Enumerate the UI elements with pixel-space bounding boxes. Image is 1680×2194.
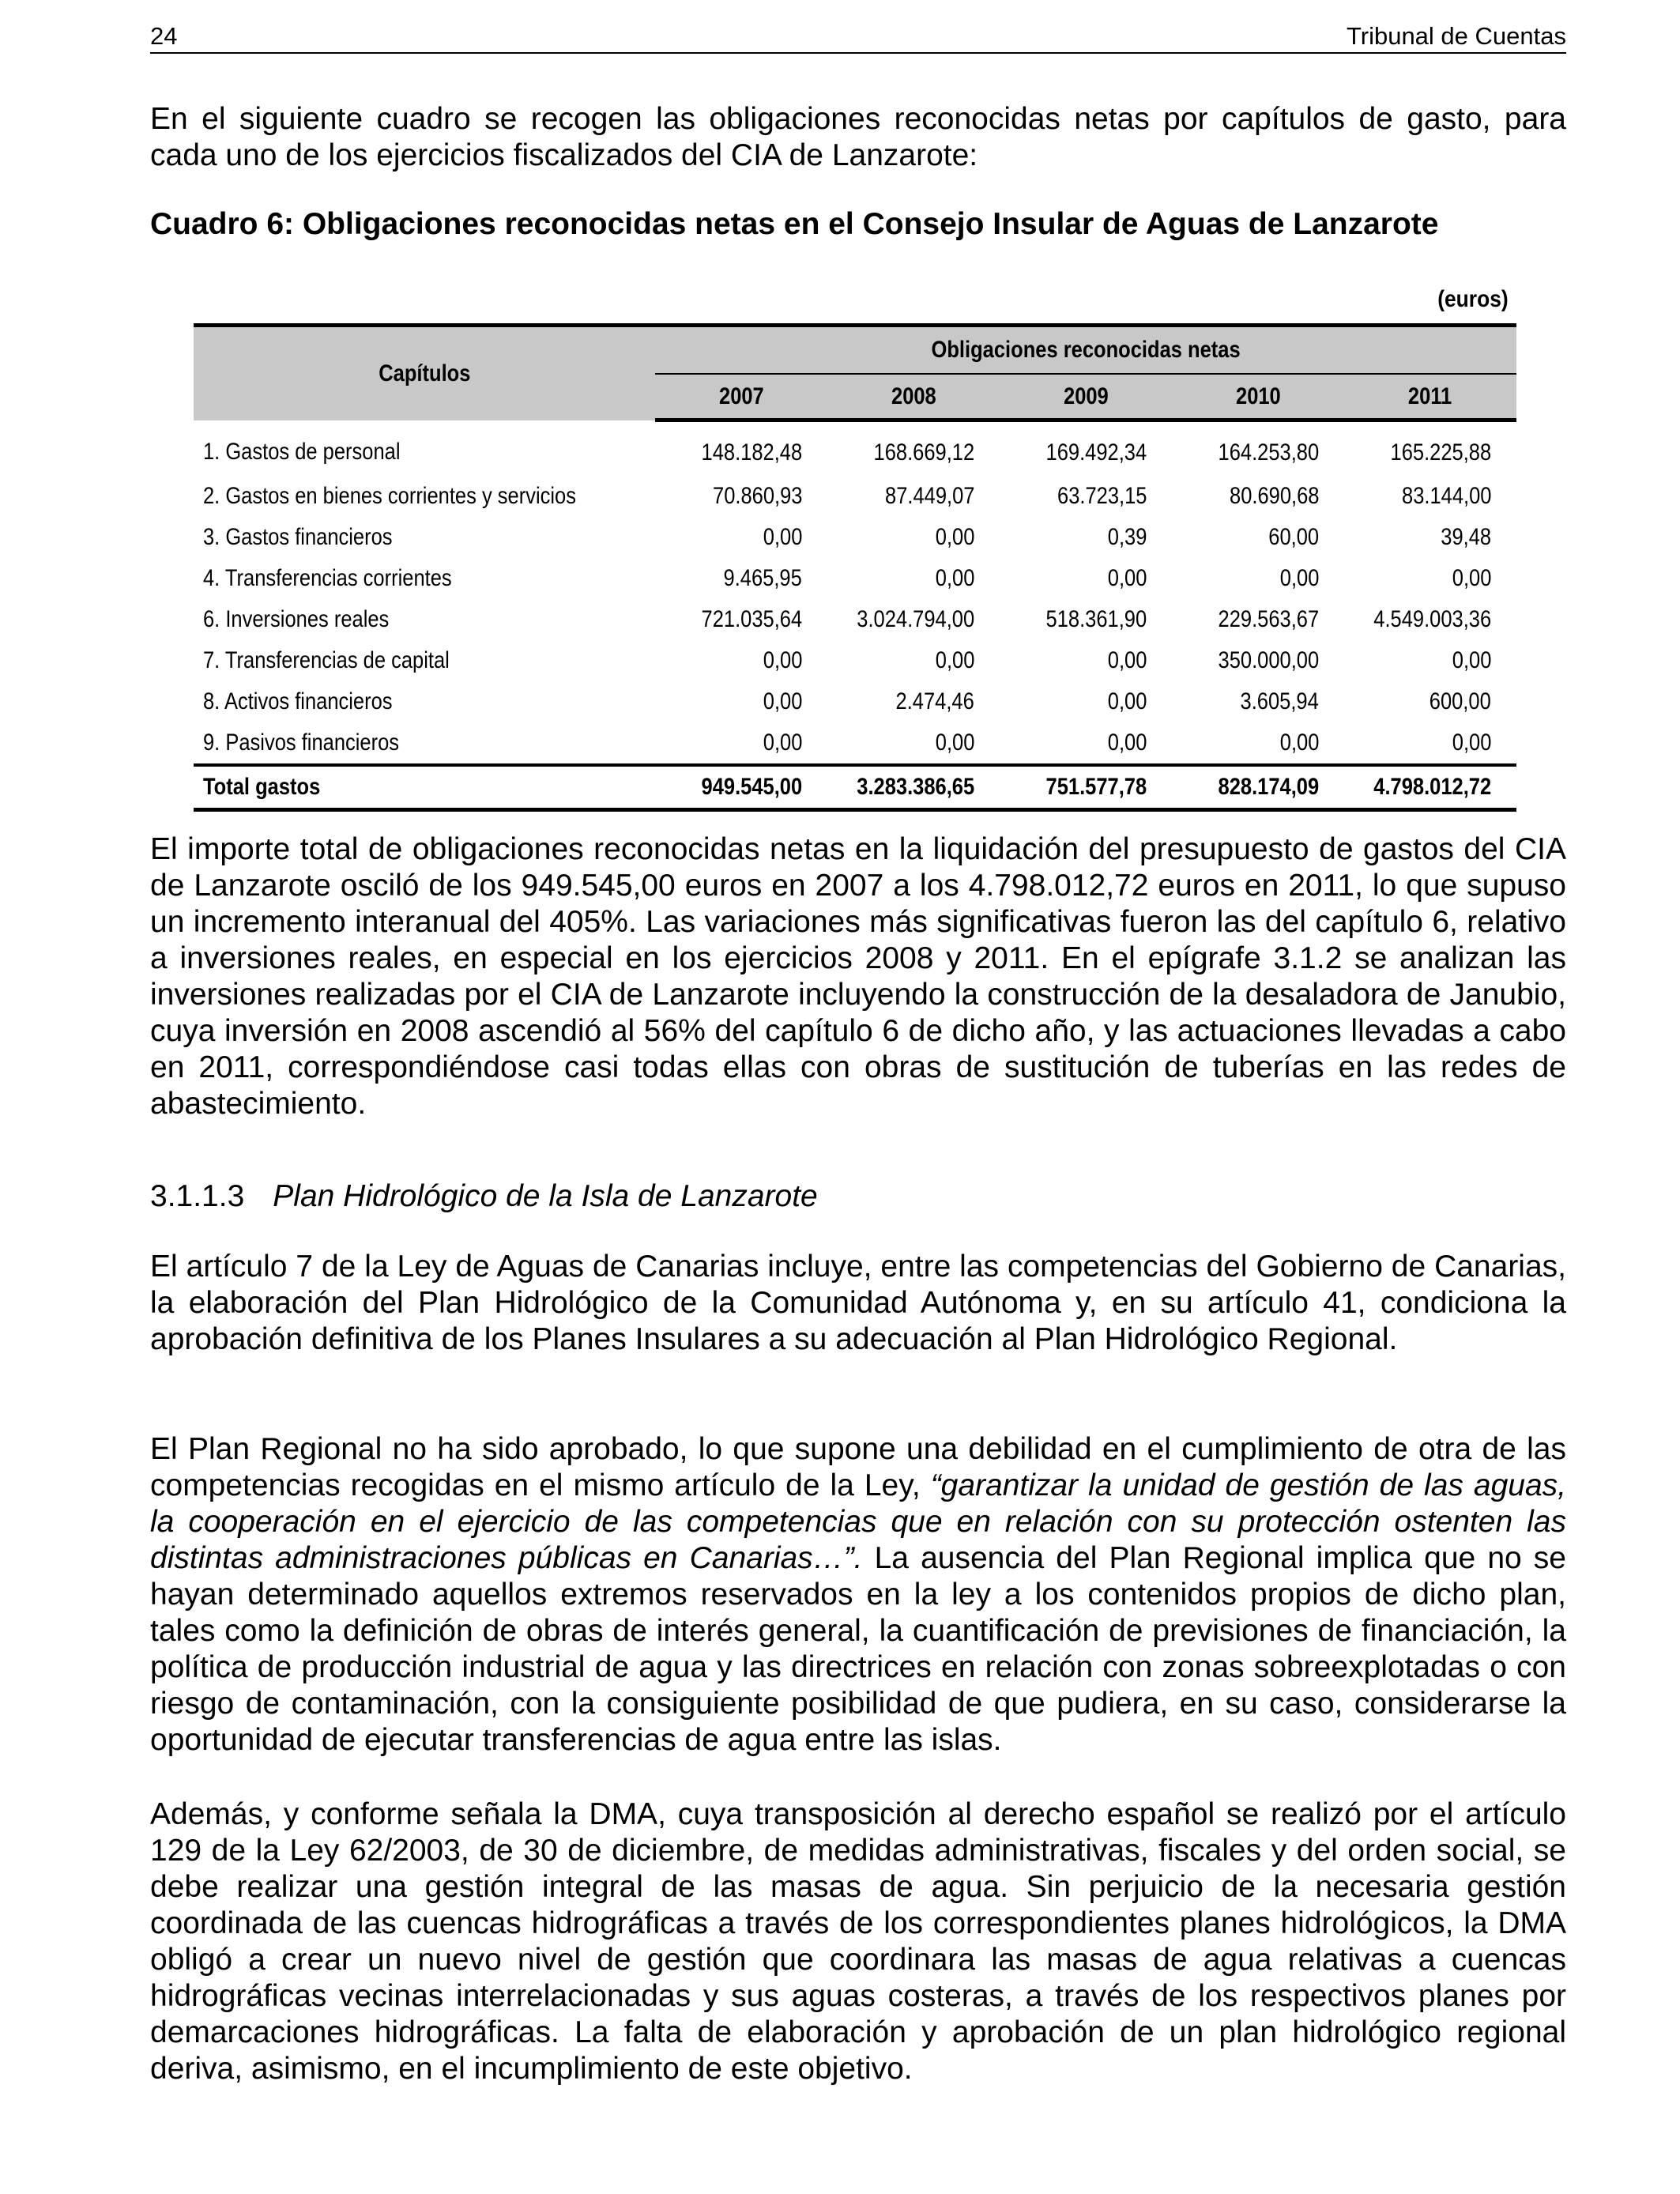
total-label: Total gastos: [194, 765, 655, 810]
table-caption: Cuadro 6: Obligaciones reconocidas netas en el Consejo Insular de Aguas de Lanzarote: [150, 207, 1439, 241]
paragraph-text: La ausencia del Plan Regional implica que no se hayan determinado aquellos extremos reservados en la ley a los contenidos propios de dicho plan, tales como la definición de obras de interés general, la cuantificación de previsiones de financiación, la política de producción industrial de agua y las directrices en relación con zonas sobreexplotadas o con riesgo de contaminación, con la consiguiente posibilidad de que pudiera, en su caso, considerarse la oportunidad de ejecutar transferencias de agua entre las islas.: [150, 1541, 1566, 1757]
cell-value: 9.465,95: [723, 565, 802, 591]
cell-value: 0,00: [1279, 565, 1319, 591]
page-number: 24: [150, 22, 178, 50]
law-quote: “garantizar la unidad de gestión de las aguas, la cooperación en el ejercicio de las competencias que en relación con su protección ostenten las distintas administraciones públicas en Canarias…”.: [150, 1468, 1566, 1575]
section-heading: [150, 1179, 818, 1214]
table-row: [194, 420, 1516, 477]
cell-value: 0,00: [935, 565, 974, 591]
table-row: [194, 640, 1516, 681]
table-row: [194, 681, 1516, 722]
cell-value: 0,00: [1107, 729, 1147, 756]
section-title: Plan Hidrológico de la Isla de Lanzarote: [273, 1179, 818, 1213]
cell-value: 70.860,93: [712, 483, 802, 509]
cell-value: 165.225,88: [1390, 439, 1491, 466]
cell-value: 0,00: [763, 688, 802, 714]
cell-value: 0,39: [1107, 524, 1147, 550]
cell-value: 2.474,46: [895, 688, 974, 714]
row-label: 7. Transferencias de capital: [203, 647, 450, 673]
table-row: [194, 599, 1516, 640]
row-label: 6. Inversiones reales: [203, 606, 390, 632]
analysis-paragraph: El importe total de obligaciones reconocidas netas en la liquidación del presupuesto de gastos del CIA de Lanzarote osciló de los 949.545,00 euros en 2007 a los 4.798.012,72 euros en 2011, lo que supuso un incremento interanual del 405%. Las variaciones más significativas fueron las del capítulo 6, relativo a inversiones reales, en especial en los ejercicios 2008 y 2011. En el epígrafe 3.1.2 se analizan las inversiones realizadas por el CIA de Lanzarote incluyendo la construcción de la desaladora de Janubio, cuya inversión en 2008 ascendió al 56% del capítulo 6 de dicho año, y las actuaciones llevadas a cabo en 2011, correspondiéndose casi todas ellas con obras de sustitución de tuberías en las redes de abastecimiento.: [150, 832, 1566, 1121]
cell-value: 0,00: [935, 647, 974, 673]
col-header-year: 2009: [1000, 374, 1172, 420]
cell-value: 0,00: [1107, 688, 1147, 714]
cell-value: 518.361,90: [1045, 606, 1147, 632]
table-row: [194, 558, 1516, 599]
cell-value: 39,48: [1441, 524, 1491, 550]
cell-value: 0,00: [1107, 647, 1147, 673]
table-row: [194, 476, 1516, 517]
cell-value: 0,00: [763, 647, 802, 673]
cell-value: 0,00: [1452, 565, 1491, 591]
cell-value: 3.605,94: [1240, 688, 1319, 714]
cell-value: 169.492,34: [1045, 439, 1147, 466]
paragraph-text: El Plan Regional no ha sido aprobado, lo que supone una debilidad en el cumplimiento de otra de las competencias recogidas en el mismo artículo de la Ley,: [150, 1432, 1566, 1502]
section-number: 3.1.1.3: [150, 1179, 245, 1213]
cell-value: 4.549.003,36: [1373, 606, 1491, 632]
col-header-year: 2007: [655, 374, 827, 420]
cell-value: 164.253,80: [1218, 439, 1319, 466]
page-header: [150, 17, 1566, 54]
cell-value: 0,00: [1107, 565, 1147, 591]
intro-paragraph: En el siguiente cuadro se recogen las obligaciones reconocidas netas por capítulos de gasto, para cada uno de los ejercicios fiscalizados del CIA de Lanzarote:: [150, 102, 1566, 172]
total-value: 828.174,09: [1172, 765, 1344, 810]
table-row: [194, 722, 1516, 765]
cell-value: 600,00: [1429, 688, 1491, 714]
col-header-year: 2011: [1344, 374, 1516, 420]
cell-value: 350.000,00: [1218, 647, 1319, 673]
cell-value: 721.035,64: [701, 606, 802, 632]
col-header-year: 2008: [827, 374, 1000, 420]
total-value: 4.798.012,72: [1344, 765, 1516, 810]
cell-value: 0,00: [935, 524, 974, 550]
row-label: 2. Gastos en bienes corrientes y servicios: [203, 483, 576, 509]
table-row: [194, 517, 1516, 558]
cell-value: 3.024.794,00: [857, 606, 974, 632]
law-paragraph: El artículo 7 de la Ley de Aguas de Canarias incluye, entre las competencias del Gobierno de Canarias, la elaboración del Plan Hidrológico de la Comunidad Autónoma y, en su artículo 41, condiciona la aprobación definitiva de los Planes Insulares a su adecuación al Plan Hidrológico Regional.: [150, 1250, 1566, 1356]
row-label: 4. Transferencias corrientes: [203, 565, 452, 591]
cell-value: 0,00: [1452, 647, 1491, 673]
header-organization: Tribunal de Cuentas: [1346, 22, 1566, 50]
total-value: 949.545,00: [655, 765, 827, 810]
obligations-table-container: [194, 323, 1516, 812]
cell-value: 0,00: [1452, 729, 1491, 756]
row-label: 3. Gastos financieros: [203, 524, 393, 550]
col-header-chapters: Capítulos: [194, 326, 655, 420]
cell-value: 229.563,67: [1218, 606, 1319, 632]
col-header-group: Obligaciones reconocidas netas: [655, 326, 1516, 375]
regional-plan-paragraph: [150, 1431, 1566, 1759]
cell-value: 80.690,68: [1229, 483, 1319, 509]
obligations-table: [194, 323, 1516, 812]
cell-value: 87.449,07: [884, 483, 974, 509]
dma-paragraph: Además, y conforme señala la DMA, cuya transposición al derecho español se realizó por el artículo 129 de la Ley 62/2003, de 30 de diciembre, de medidas administrativas, fiscales y del orden social, se debe realizar una gestión integral de las masas de agua. Sin perjuicio de la necesaria gestión coordinada de las cuencas hidrográficas a través de los correspondientes planes hidrológicos, la DMA obligó a crear un nuevo nivel de gestión que coordinara las masas de agua relativas a cuencas hidrográficas vecinas interrelacionadas y sus aguas costeras, a través de los respectivos planes por demarcaciones hidrográficas. La falta de elaboración y aprobación de un plan hidrológico regional deriva, asimismo, en el incumplimiento de este objetivo.: [150, 1797, 1566, 2086]
cell-value: 63.723,15: [1057, 483, 1147, 509]
cell-value: 83.144,00: [1401, 483, 1491, 509]
cell-value: 60,00: [1268, 524, 1319, 550]
cell-value: 0,00: [763, 524, 802, 550]
row-label: 8. Activos financieros: [203, 688, 393, 714]
col-header-year: 2010: [1172, 374, 1344, 420]
row-label: 1. Gastos de personal: [203, 438, 401, 465]
cell-value: 0,00: [935, 729, 974, 756]
cell-value: 168.669,12: [873, 439, 974, 466]
cell-value: 0,00: [1279, 729, 1319, 756]
total-value: 751.577,78: [1000, 765, 1172, 810]
cell-value: 148.182,48: [701, 439, 802, 466]
total-value: 3.283.386,65: [827, 765, 1000, 810]
row-label: 9. Pasivos financieros: [203, 729, 400, 756]
table-unit: (euros): [1437, 286, 1509, 312]
cell-value: 0,00: [763, 729, 802, 756]
table-total-row: [194, 765, 1516, 810]
